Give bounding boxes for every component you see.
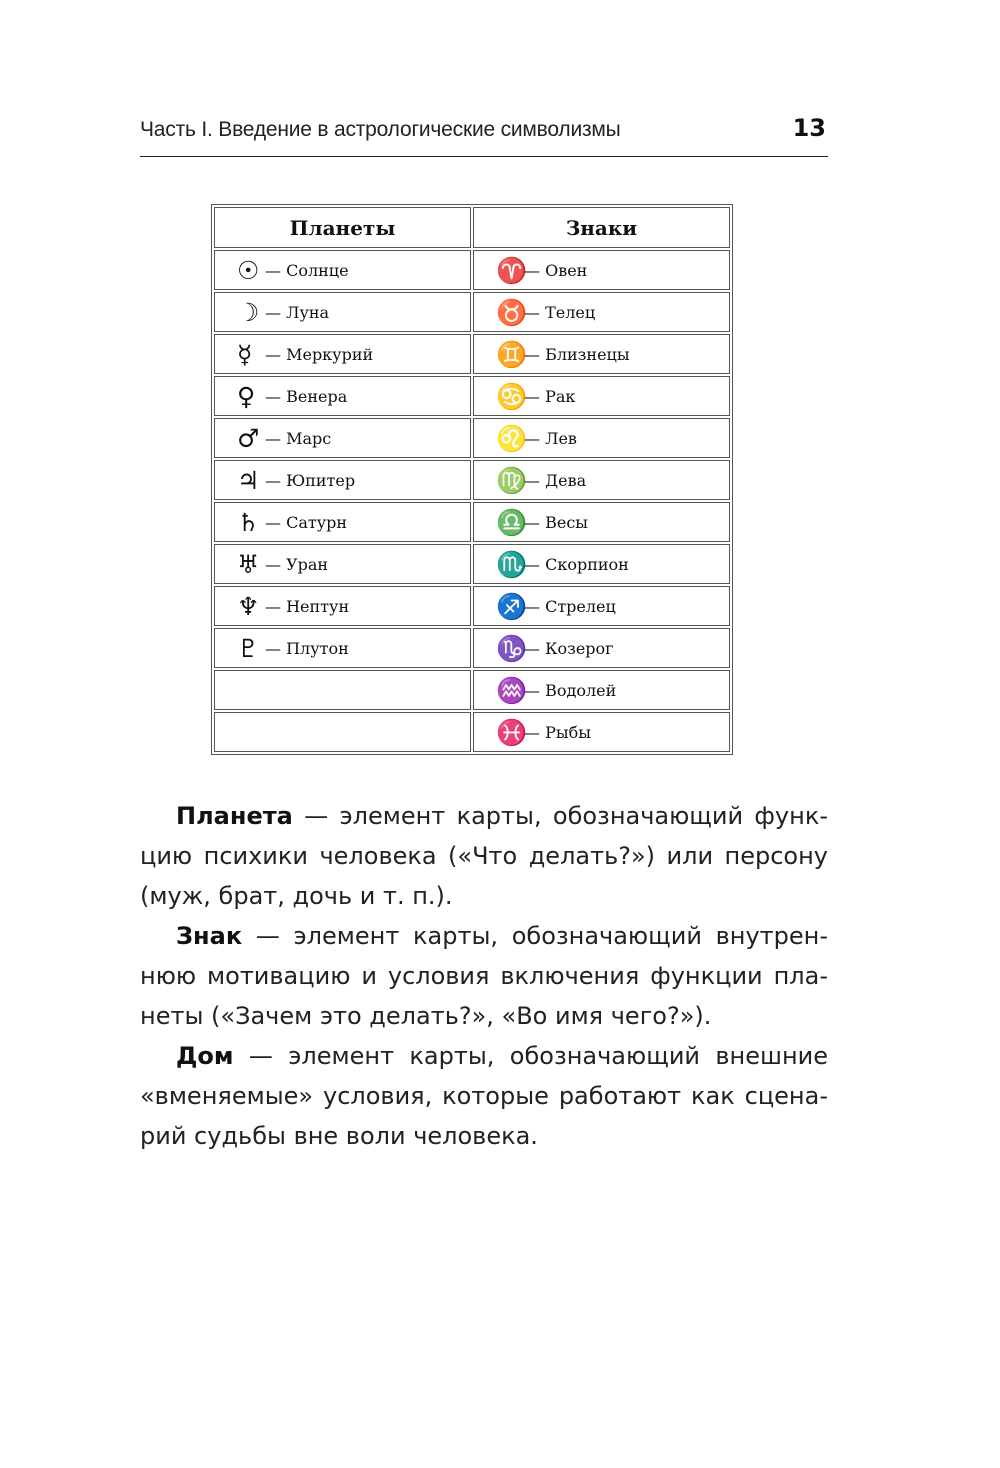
planet-cell: [214, 418, 471, 458]
planet-cell: [214, 628, 471, 668]
sign-cell: [473, 502, 730, 542]
table-row: [214, 502, 730, 542]
planet-label: — Уран: [265, 554, 329, 574]
sign-label: — Овен: [524, 260, 588, 280]
planet-label: — Меркурий: [265, 344, 374, 364]
aquarius-icon: ♒: [496, 675, 528, 705]
definition-house: — элемент карты, обозначающий внешние «вменяемые» условия, которые работают как сценарий судьбы вне воли человека.: [140, 1042, 828, 1150]
sign-label: — Лев: [524, 428, 577, 448]
planet-label: — Луна: [265, 302, 330, 322]
planet-cell: [214, 544, 471, 584]
planet-label: — Юпитер: [265, 470, 356, 490]
planet-cell: [214, 250, 471, 290]
definition-planet: — элемент карты, обозначающий функцию психики человека («Что делать?») или персону (муж, брат, дочь и т. п.).: [140, 802, 828, 910]
table-row: [214, 712, 730, 752]
sign-cell: [473, 670, 730, 710]
capricorn-icon: ♑: [496, 633, 528, 663]
venus-icon: ♀: [237, 381, 256, 411]
sign-label: — Рак: [524, 386, 576, 406]
running-title: Часть I. Введение в астрологические символизмы: [140, 118, 621, 141]
planet-cell: [214, 292, 471, 332]
sign-cell: [473, 544, 730, 584]
empty-planet-cell: [214, 712, 471, 752]
table-row: [214, 544, 730, 584]
aries-icon: ♈: [496, 255, 528, 285]
table-row: [214, 250, 730, 290]
running-head: [140, 116, 828, 157]
symbols-table: [211, 204, 733, 755]
table-row: [214, 670, 730, 710]
term-sign: Знак: [176, 922, 243, 950]
term-house: Дом: [176, 1042, 234, 1070]
table-row: [214, 292, 730, 332]
planet-cell: [214, 460, 471, 500]
pisces-icon: ♓: [496, 717, 528, 747]
planet-cell: [214, 376, 471, 416]
sign-cell: [473, 292, 730, 332]
sign-label: — Водолей: [524, 680, 617, 700]
jupiter-icon: ♃: [237, 465, 260, 495]
sign-label: — Дева: [524, 470, 587, 490]
paragraph-planet: [140, 796, 828, 916]
sign-label: — Стрелец: [524, 596, 616, 616]
planet-label: — Плутон: [265, 638, 349, 658]
table-row: [214, 376, 730, 416]
term-planet: Планета: [176, 802, 293, 830]
planet-label: — Солнце: [265, 260, 349, 280]
table-row: [214, 586, 730, 626]
taurus-icon: ♉: [496, 297, 528, 327]
sign-cell: [473, 628, 730, 668]
sign-cell: [473, 334, 730, 374]
sign-cell: [473, 418, 730, 458]
sign-label: — Близнецы: [524, 344, 630, 364]
saturn-icon: ♄: [237, 507, 260, 537]
header-signs: Знаки: [473, 207, 730, 248]
moon-icon: ☽: [237, 297, 260, 327]
scorpio-icon: ♏: [496, 549, 528, 579]
sign-label: — Весы: [524, 512, 589, 532]
definition-sign: — элемент карты, обозначающий внутреннюю мотивацию и условия включения функции планеты («Зачем это делать?», «Во имя чего?»).: [140, 922, 828, 1030]
planet-label: — Нептун: [265, 596, 350, 616]
planet-cell: [214, 334, 471, 374]
paragraph-sign: [140, 916, 828, 1036]
page-number: 13: [792, 114, 826, 142]
planet-label: — Венера: [265, 386, 348, 406]
planet-cell: [214, 586, 471, 626]
sagittarius-icon: ♐: [496, 591, 528, 621]
uranus-icon: ♅: [237, 549, 260, 579]
gemini-icon: ♊: [496, 339, 528, 369]
sign-cell: [473, 586, 730, 626]
sign-cell: [473, 712, 730, 752]
sign-cell: [473, 250, 730, 290]
mars-icon: ♂: [237, 423, 260, 453]
planet-label: — Сатурн: [265, 512, 348, 532]
cancer-icon: ♋: [496, 381, 528, 411]
paragraph-house: [140, 1036, 828, 1156]
neptune-icon: ♆: [237, 591, 260, 621]
table-row: [214, 418, 730, 458]
table-row: [214, 334, 730, 374]
sign-label: — Рыбы: [524, 722, 591, 742]
sun-icon: ☉: [237, 255, 260, 285]
definitions-text: [140, 796, 828, 1156]
libra-icon: ♎: [496, 507, 528, 537]
header-planets: Планеты: [214, 207, 471, 248]
sign-label: — Козерог: [524, 638, 614, 658]
sign-label: — Скорпион: [524, 554, 629, 574]
sign-cell: [473, 376, 730, 416]
virgo-icon: ♍: [496, 465, 528, 495]
table-header-row: [214, 207, 730, 248]
sign-label: — Телец: [524, 302, 596, 322]
planet-cell: [214, 502, 471, 542]
empty-planet-cell: [214, 670, 471, 710]
table-row: [214, 460, 730, 500]
planet-label: — Марс: [265, 428, 332, 448]
leo-icon: ♌: [496, 423, 528, 453]
sign-cell: [473, 460, 730, 500]
mercury-icon: ☿: [237, 339, 253, 369]
pluto-icon: ♇: [237, 633, 260, 663]
table-row: [214, 628, 730, 668]
